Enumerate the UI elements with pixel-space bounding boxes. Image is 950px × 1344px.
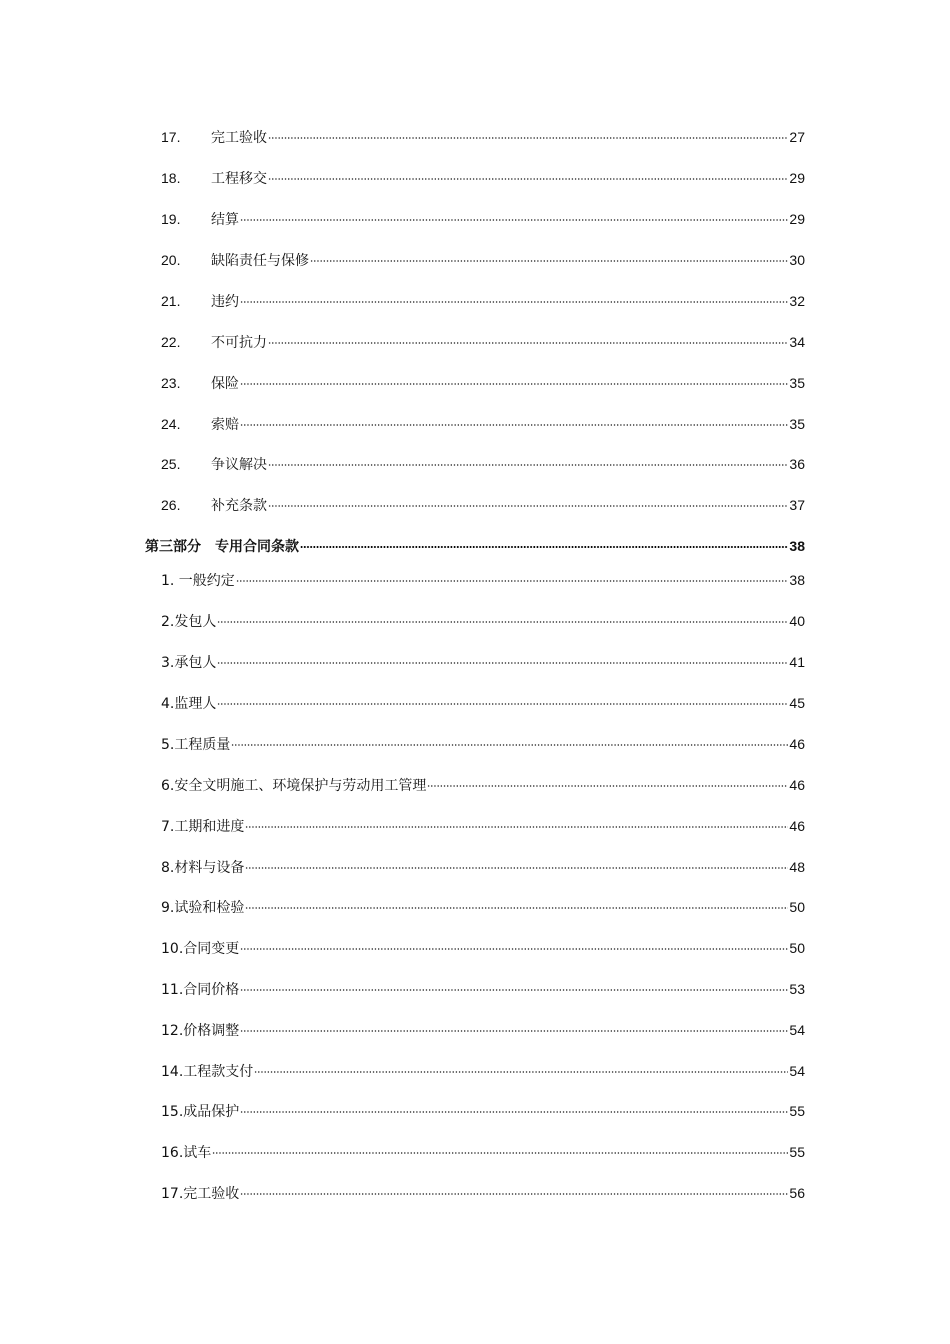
toc-entry-page: 35: [789, 375, 805, 391]
dot-leader: [240, 989, 788, 991]
dot-leader: [240, 424, 788, 426]
toc-entry[interactable]: [0, 569, 950, 591]
toc-entry-number: 24.: [161, 416, 181, 432]
toc-entry[interactable]: [0, 815, 950, 837]
toc-entry-number: 25.: [161, 456, 181, 472]
toc-entry-page: 55: [789, 1144, 805, 1160]
toc-entry-page: 30: [789, 252, 805, 268]
dot-leader: [240, 301, 788, 303]
toc-entry[interactable]: [0, 733, 950, 755]
dot-leader: [240, 219, 788, 221]
toc-entry-title: 不可抗力: [211, 332, 267, 354]
toc-entry-page: 54: [789, 1063, 805, 1079]
toc-entry-page: 37: [789, 497, 805, 513]
toc-entry-title: 违约: [211, 291, 239, 313]
toc-entry-page: 34: [789, 334, 805, 350]
dot-leader: [254, 1071, 788, 1073]
toc-entry-page: 35: [789, 416, 805, 432]
toc-entry-title: 9.试验和检验: [161, 897, 244, 919]
toc-entry-page: 46: [789, 777, 805, 793]
dot-leader: [240, 1193, 788, 1195]
toc-entry-title: 缺陷责任与保修: [211, 250, 309, 272]
dot-leader: [240, 1111, 788, 1113]
toc-entry[interactable]: [0, 1141, 950, 1163]
toc-entry[interactable]: [0, 1060, 950, 1082]
toc-entry[interactable]: [0, 290, 950, 312]
dot-leader: [217, 703, 788, 705]
toc-entry-title: 11.合同价格: [161, 979, 239, 1001]
toc-entry-number: 22.: [161, 334, 181, 350]
dot-leader: [268, 464, 788, 466]
toc-entry-page: 41: [789, 654, 805, 670]
toc-entry[interactable]: [0, 249, 950, 271]
dot-leader: [300, 546, 788, 548]
toc-entry-title: 7.工期和进度: [161, 816, 244, 838]
toc-entry[interactable]: [0, 856, 950, 878]
toc-entry-number: 23.: [161, 375, 181, 391]
toc-entry-page: 56: [789, 1185, 805, 1201]
toc-entry-title: 3.承包人: [161, 652, 216, 674]
toc-entry-page: 46: [789, 736, 805, 752]
toc-entry-title: 14.工程款支付: [161, 1061, 253, 1083]
toc-entry[interactable]: [0, 208, 950, 230]
dot-leader: [268, 342, 788, 344]
toc-entry[interactable]: [0, 413, 950, 435]
toc-entry-page: 53: [789, 981, 805, 997]
toc-entry-page: 55: [789, 1103, 805, 1119]
toc-entry-page: 38: [789, 572, 805, 588]
toc-entry-page: 50: [789, 899, 805, 915]
toc-entry-page: 27: [789, 129, 805, 145]
toc-entry-title: 2.发包人: [161, 611, 216, 633]
toc-entry[interactable]: [0, 1100, 950, 1122]
toc-entry[interactable]: [0, 692, 950, 714]
toc-entry-title: 16.试车: [161, 1142, 211, 1164]
toc-entry-number: 17.: [161, 129, 181, 145]
dot-leader: [245, 826, 788, 828]
toc-entry-page: 48: [789, 859, 805, 875]
toc-entry-page: 29: [789, 170, 805, 186]
toc-entry-title: 5.工程质量: [161, 734, 230, 756]
toc-entry-page: 36: [789, 456, 805, 472]
toc-entry[interactable]: [0, 1182, 950, 1204]
dot-leader: [245, 867, 788, 869]
dot-leader: [212, 1152, 788, 1154]
dot-leader: [217, 621, 788, 623]
toc-entry-title: 争议解决: [211, 454, 267, 476]
toc-entry[interactable]: [0, 651, 950, 673]
toc-entry-title: 索赔: [211, 414, 239, 436]
dot-leader: [268, 178, 788, 180]
toc-entry-title: 工程移交: [211, 168, 267, 190]
dot-leader: [268, 505, 788, 507]
toc-entry-title: 17.完工验收: [161, 1183, 239, 1205]
section-page: 38: [789, 538, 805, 554]
toc-entry-title: 6.安全文明施工、环境保护与劳动用工管理: [161, 775, 426, 797]
dot-leader: [231, 744, 788, 746]
toc-entry[interactable]: [0, 937, 950, 959]
dot-leader: [310, 260, 788, 262]
toc-entry-number: 26.: [161, 497, 181, 513]
toc-entry-title: 1. 一般约定: [161, 570, 235, 592]
toc-entry-number: 19.: [161, 211, 181, 227]
toc-section-heading[interactable]: [0, 535, 950, 557]
dot-leader: [240, 1030, 788, 1032]
toc-entry[interactable]: [0, 978, 950, 1000]
toc-entry[interactable]: [0, 126, 950, 148]
toc-entry-title: 完工验收: [211, 127, 267, 149]
toc-entry-title: 12.价格调整: [161, 1020, 239, 1042]
toc-entry-number: 21.: [161, 293, 181, 309]
toc-entry[interactable]: [0, 372, 950, 394]
toc-entry[interactable]: [0, 610, 950, 632]
toc-entry[interactable]: [0, 896, 950, 918]
toc-entry[interactable]: [0, 167, 950, 189]
dot-leader: [240, 383, 788, 385]
toc-entry-page: 50: [789, 940, 805, 956]
toc-entry[interactable]: [0, 331, 950, 353]
dot-leader: [217, 662, 788, 664]
toc-entry[interactable]: [0, 1019, 950, 1041]
toc-entry-page: 32: [789, 293, 805, 309]
toc-entry-title: 补充条款: [211, 495, 267, 517]
toc-entry-title: 15.成品保护: [161, 1101, 239, 1123]
toc-entry-title: 保险: [211, 373, 239, 395]
toc-entry-title: 10.合同变更: [161, 938, 239, 960]
dot-leader: [240, 948, 788, 950]
toc-entry-title: 结算: [211, 209, 239, 231]
toc-entry-page: 40: [789, 613, 805, 629]
dot-leader: [245, 907, 788, 909]
dot-leader: [268, 137, 788, 139]
toc-entry-page: 46: [789, 818, 805, 834]
dot-leader: [427, 785, 788, 787]
dot-leader: [236, 580, 789, 582]
toc-entry-page: 45: [789, 695, 805, 711]
toc-entry[interactable]: [0, 494, 950, 516]
toc-entry-page: 54: [789, 1022, 805, 1038]
toc-entry[interactable]: [0, 774, 950, 796]
toc-entry-page: 29: [789, 211, 805, 227]
toc-entry-title: 4.监理人: [161, 693, 216, 715]
toc-entry-number: 20.: [161, 252, 181, 268]
toc-entry[interactable]: [0, 453, 950, 475]
toc-entry-title: 8.材料与设备: [161, 857, 244, 879]
toc-entry-number: 18.: [161, 170, 181, 186]
section-title: 第三部分 专用合同条款: [145, 536, 299, 558]
